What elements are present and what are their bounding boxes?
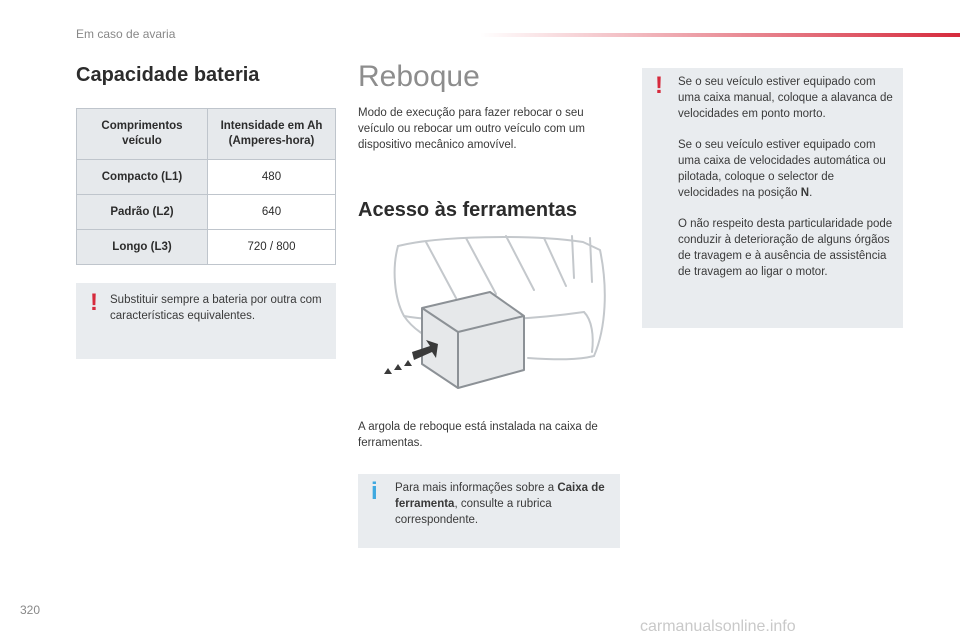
tools-title: Acesso às ferramentas bbox=[358, 199, 578, 221]
table-cell-value: 720 / 800 bbox=[208, 230, 336, 265]
table-row bbox=[77, 160, 336, 195]
towing-warning-note bbox=[642, 68, 903, 328]
battery-table bbox=[76, 108, 336, 265]
battery-title: Capacidade bateria bbox=[76, 64, 260, 86]
section-label: Em caso de avaria bbox=[76, 27, 176, 41]
watermark: carmanualsonline.info bbox=[640, 618, 796, 635]
table-cell-model: Longo (L3) bbox=[77, 230, 208, 265]
automatic-gearbox-text bbox=[678, 137, 895, 201]
table-header-row bbox=[77, 109, 336, 160]
battery-warning-note bbox=[76, 283, 336, 359]
table-row bbox=[77, 195, 336, 230]
neutral-position: N bbox=[800, 187, 810, 199]
table-cell-model: Compacto (L1) bbox=[77, 160, 208, 195]
manual-gearbox-text: Se o seu veículo estiver equipado com uma caixa manual, coloque a alavanca de velocidades em ponto morto. bbox=[678, 76, 893, 120]
toolbox-illustration bbox=[378, 228, 620, 400]
table-cell-value: 480 bbox=[208, 160, 336, 195]
warning-icon: ! bbox=[90, 289, 98, 316]
table-cell-model: Padrão (L2) bbox=[77, 195, 208, 230]
automatic-text-suffix: . bbox=[809, 187, 813, 199]
battery-warning-text: Substituir sempre a bateria por outra com características equivalentes. bbox=[110, 294, 322, 322]
table-header: Intensidade em Ah (Amperes-hora) bbox=[208, 109, 336, 160]
info-icon: i bbox=[371, 478, 378, 505]
towing-intro: Modo de execução para fazer rebocar o seu veículo ou rebocar um outro veículo com um dispositivo mecânico amovível. bbox=[358, 107, 585, 151]
header-accent-bar bbox=[480, 33, 960, 37]
towing-title: Reboque bbox=[358, 60, 480, 93]
table-cell-value: 640 bbox=[208, 195, 336, 230]
page-number: 320 bbox=[20, 603, 41, 617]
warning-icon: ! bbox=[655, 72, 663, 99]
toolbox-reference: Caixa de ferramenta bbox=[395, 482, 605, 510]
info-text-prefix: Para mais informações sobre a bbox=[395, 482, 558, 494]
table-header: Comprimentos veículo bbox=[77, 109, 208, 160]
table-row bbox=[77, 230, 336, 265]
toolbox-info-text bbox=[395, 480, 610, 528]
info-text-suffix: , consulte a rubrica correspondente. bbox=[395, 498, 552, 526]
automatic-text-prefix: Se o seu veículo estiver equipado com uma caixa de velocidades automática ou pilotada, coloque o selector de velocidades na posição bbox=[678, 139, 886, 199]
brake-warning-text: O não respeito desta particularidade pode conduzir à deterioração de alguns órgãos de travagem e à ausência de assistência de travagem ao ligar o motor. bbox=[678, 218, 893, 278]
toolbox-info-note bbox=[358, 474, 620, 548]
tools-description: A argola de reboque está instalada na caixa de ferramentas. bbox=[358, 421, 598, 449]
